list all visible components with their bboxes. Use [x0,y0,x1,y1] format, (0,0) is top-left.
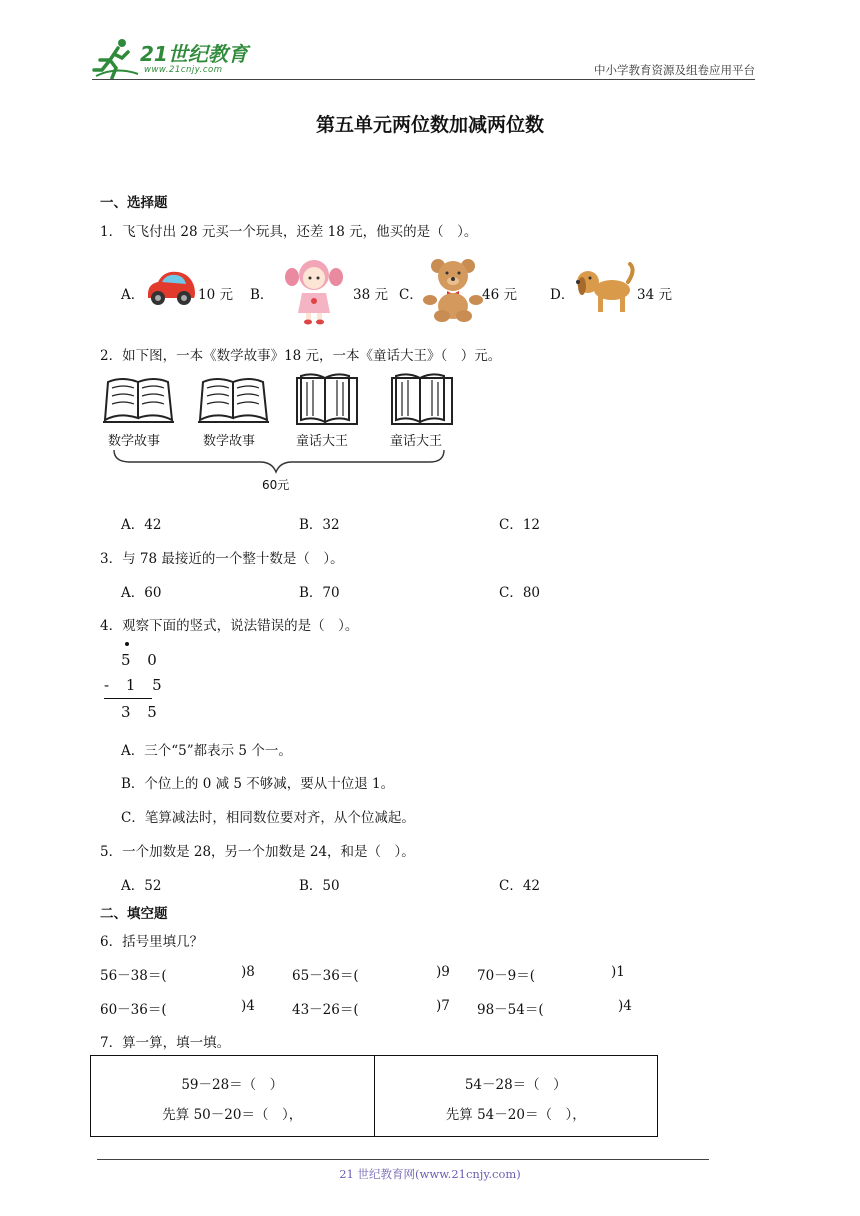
q1-option-b-price: 38 元 [353,287,388,303]
q1-option-d-letter: D． [550,287,575,303]
q2-option-c: C．12 [499,517,541,533]
question-6-stem: 6．括号里填几？ [100,934,204,950]
open-book-icon [198,379,269,422]
calc-line-2: 先算 50－20＝（ ）， [162,1107,303,1123]
q3-option-c: C．80 [499,585,541,601]
q3-option-a: A．60 [121,585,162,601]
q1-option-c-letter: C． [399,287,423,303]
brace-icon [114,450,444,472]
fill-blank-expression: 60－36＝( [100,1002,167,1018]
q1-option-d-price: 34 元 [637,287,672,303]
q5-option-b: B．50 [299,878,340,894]
platform-name: 中小学教育资源及组卷应用平台 [594,63,755,77]
book-label: 数学故事 [108,434,161,449]
borrow-dot [125,642,129,646]
question-4-stem: 4．观察下面的竖式，说法错误的是（ ）。 [100,618,359,634]
calc-line-1: 59－28＝（ ） [181,1077,284,1093]
q1-option-b-letter: B． [250,287,274,303]
thick-book-icon [297,374,357,424]
header-divider [92,79,755,80]
fill-blank-expression: 43－26＝( [292,1002,359,1018]
toy-car-icon [144,266,198,308]
q2-option-b: B．32 [299,517,340,533]
q5-option-a: A．52 [121,878,162,894]
question-3-stem: 3．与 78 最接近的一个整十数是（ ）。 [100,551,344,567]
book-label: 童话大王 [390,434,443,449]
logo [92,36,262,82]
fill-blank-expression: 65－36＝( [292,968,359,984]
runner-logo-icon [92,36,140,80]
q4-option-a: A．三个“5”都表示 5 个一。 [121,743,292,759]
open-book-icon [103,379,174,422]
question-2-stem: 2．如下图，一本《数学故事》18 元，一本《童话大王》（ ）元。 [100,348,502,364]
calc-cell [374,1056,658,1137]
calc-line-2: 先算 54－20＝（ ）， [445,1107,586,1123]
fill-blank-expression: 70－9＝( [477,968,536,984]
vertical-top: 5 0 [121,651,163,669]
question-5-stem: 5．一个加数是 28，另一个加数是 24，和是（ ）。 [100,844,415,860]
q1-option-c-price: 46 元 [482,287,517,303]
footer-divider [97,1159,709,1160]
q5-option-c: C．42 [499,878,541,894]
q4-option-c: C．笔算减法时，相同数位要对齐，从个位减起。 [121,810,415,826]
page-title: 第五单元两位数加减两位数 [315,114,544,136]
calc-table [90,1055,658,1137]
logo-text: 21世纪教育 [140,42,248,66]
q2-option-a: A．42 [121,517,162,533]
section-heading-choice: 一、选择题 [100,195,168,211]
fill-blank-expression: 98－54＝( [477,1002,544,1018]
fill-blank-tail: )1 [611,964,625,980]
thick-book-icon [392,374,452,424]
fill-blank-tail: )8 [241,964,255,980]
doll-icon [284,257,344,325]
section-heading-fill: 二、填空题 [100,906,168,922]
vertical-line [104,698,152,699]
q4-option-b: B．个位上的 0 减 5 不够减，要从十位退 1。 [121,776,395,792]
q3-option-b: B．70 [299,585,340,601]
calc-line-1: 54－28＝（ ） [464,1077,567,1093]
fill-blank-tail: )4 [618,998,632,1014]
fill-blank-expression: 56－38＝( [100,968,167,984]
q1-option-a-price: 10 元 [198,287,233,303]
total-price-label: 60元 [262,478,290,492]
fill-blank-tail: )9 [436,964,450,980]
q1-option-a-letter: A． [121,287,145,303]
calc-cell [91,1056,375,1137]
fill-blank-tail: )7 [436,998,450,1014]
book-label: 童话大王 [296,434,349,449]
fill-blank-tail: )4 [241,998,255,1014]
vertical-result: 3 5 [121,703,163,721]
question-1-stem: 1．飞飞付出 28 元买一个玩具，还差 18 元，他买的是（ ）。 [100,224,478,240]
logo-url: www.21cnjy.com [144,65,223,75]
footer-text: 21 世纪教育网(www.21cnjy.com) [339,1167,521,1181]
teddy-bear-icon [422,256,484,322]
book-label: 数学故事 [203,434,256,449]
question-7-stem: 7．算一算，填一填。 [100,1035,231,1051]
vertical-minus: - 1 5 [104,676,168,694]
toy-dog-icon [572,260,638,316]
